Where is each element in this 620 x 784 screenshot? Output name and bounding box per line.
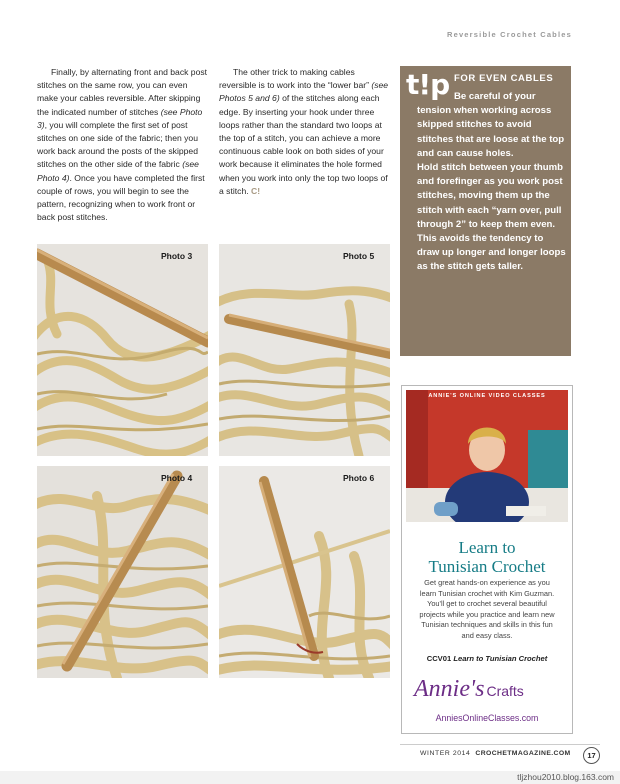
- page-number: 17: [583, 747, 600, 764]
- ad-body: Get great hands-on experience as you learn Tunisian crochet with Kim Guzman. You'll get to crochet several beautiful projects while you practice and learn new Tunisian techniques and skills in this fun and easy class.: [419, 578, 555, 640]
- photo-6-label: Photo 6: [343, 473, 375, 483]
- article-paragraph: The other trick to making cables reversible is to work into the “lower bar” (see Photos 5 and 6) of the stitches along each edge. By inserting your hook under three loops rather than the standard two loops at the top of a stitch, you can achieve a more continuous cable look on both sides of your work because it eliminates the hole formed when you work into only the top two loops of a stitch. C!: [219, 67, 389, 196]
- tip-title: FOR EVEN CABLES: [454, 73, 554, 84]
- photo-4: [37, 466, 208, 678]
- photo-6-image: [219, 466, 390, 678]
- tip-text: [417, 90, 567, 275]
- ad-photo: [406, 390, 568, 522]
- photo-3: [37, 244, 208, 456]
- annies-crafts-logo: Annie's Crafts: [414, 676, 524, 702]
- article-column-1: [37, 66, 209, 224]
- tip-logo: t!p: [406, 68, 450, 101]
- end-mark: C!: [251, 185, 261, 196]
- ad-course-code: CCV01 Learn to Tunisian Crochet: [426, 654, 548, 663]
- advertisement[interactable]: [401, 385, 573, 734]
- photo-6: [219, 466, 390, 678]
- ad-banner: ANNIE'S ONLINE VIDEO CLASSES: [428, 393, 546, 399]
- tip-box: [400, 66, 571, 356]
- running-head: Reversible Crochet Cables: [446, 30, 572, 39]
- tip-paragraph: Hold stitch between your thumb and forefinger as you work post stitches, moving them up the stitch with each “yarn over, pull through 2” to keep them even. This avoids the tendency to draw up longer and longer loops as the stitch gets taller.: [417, 162, 566, 273]
- photo-4-label: Photo 4: [161, 473, 193, 483]
- footer-divider: [400, 744, 600, 745]
- instructor-photo: [406, 390, 568, 522]
- watermark-bar: [0, 771, 620, 784]
- ad-title: Learn to Tunisian Crochet: [428, 538, 546, 576]
- photo-5-label: Photo 5: [343, 251, 375, 261]
- photo-3-image: [37, 244, 208, 456]
- photo-5: [219, 244, 390, 456]
- ad-url-link[interactable]: AnniesOnlineClasses.com: [435, 713, 539, 723]
- footer: WINTER 2014 CROCHETMAGAZINE.COM: [420, 750, 571, 757]
- article-column-2: [219, 66, 389, 198]
- tip-paragraph: Be careful of your tension when working across skipped stitches to avoid stitches that are loose at the top and can cause holes.: [417, 91, 565, 159]
- photo-4-image: [37, 466, 208, 678]
- watermark: tljzhou2010.blog.163.com: [517, 772, 614, 782]
- photo-5-image: [219, 244, 390, 456]
- photo-3-label: Photo 3: [161, 251, 193, 261]
- article-paragraph: Finally, by alternating front and back post stitches on the same row, you can even make your cables reversible. After skipping the indicated number of stitches (see Photo 3), you will complete the first set of post stitches on one side of the fabric; then you work back around the posts of the skipped stitches on the other side of the fabric (see Photo 4). Once you have completed the first couple of rows, you will begin to see the pattern, recognizing when to work front or back post stitches.: [37, 67, 208, 223]
